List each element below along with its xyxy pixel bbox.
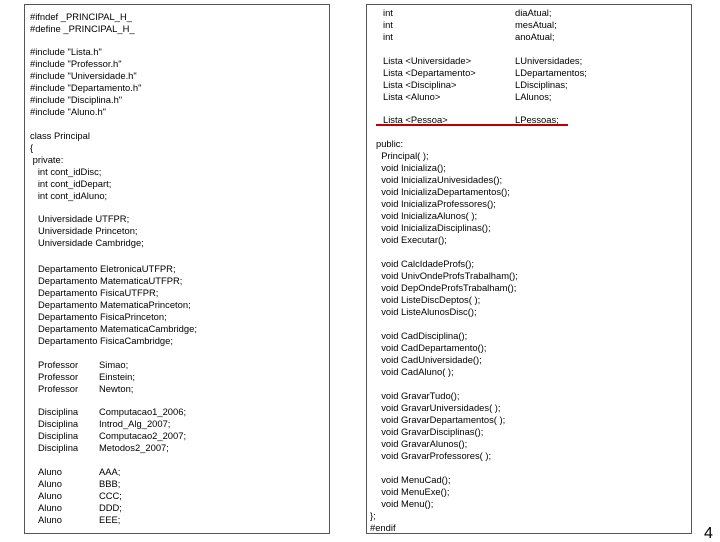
professor-decl-type: Professor: [38, 371, 79, 382]
menu-method-line: void Menu();: [376, 498, 434, 509]
end-line: #endif: [370, 522, 396, 533]
universidade-decl: Universidade Princeton;: [38, 225, 138, 236]
int-member-name: mesAtual;: [515, 19, 557, 30]
slide-number: 4: [704, 525, 713, 542]
disciplina-decl-name: Computacao1_2006;: [99, 406, 187, 417]
include-line: #include "Aluno.h": [30, 106, 106, 117]
departamento-decl: Departamento MatematicaCambridge;: [38, 323, 197, 334]
professor-decl-type: Professor: [38, 383, 79, 394]
aluno-decl-name: BBB;: [99, 478, 121, 489]
class-decl-line: int cont_idAluno;: [30, 190, 108, 201]
lista-member-type: Lista <Departamento>: [383, 67, 476, 78]
include-line: #include "Disciplina.h": [30, 94, 123, 105]
public-method-line: void InicializaUnivesidades();: [376, 174, 503, 185]
int-member-type: int: [383, 31, 393, 42]
aluno-decl-type: Aluno: [38, 502, 62, 513]
calc-method-line: void CalcIdadeProfs();: [376, 258, 474, 269]
public-method-line: void InicializaDisciplinas();: [376, 222, 491, 233]
departamento-decl: Departamento MatematicaUTFPR;: [38, 275, 183, 286]
gravar-method-line: void GravarUniversidades( );: [376, 402, 501, 413]
gravar-method-line: void GravarDisciplinas();: [376, 426, 484, 437]
class-decl-line: class Principal: [30, 130, 90, 141]
cad-method-line: void CadUniversidade();: [376, 354, 482, 365]
include-line: #include "Lista.h": [30, 46, 102, 57]
gravar-method-line: void GravarTudo();: [376, 390, 460, 401]
include-line: #include "Professor.h": [30, 58, 122, 69]
calc-method-line: void ListeAlunosDisc();: [376, 306, 477, 317]
lista-member-name: LDisciplinas;: [515, 79, 568, 90]
int-member-type: int: [383, 19, 393, 30]
public-method-line: Principal( );: [376, 150, 429, 161]
professor-decl-name: Einstein;: [99, 371, 135, 382]
professor-decl-name: Newton;: [99, 383, 134, 394]
gravar-method-line: void GravarDepartamentos( );: [376, 414, 506, 425]
disciplina-decl-type: Disciplina: [38, 406, 79, 417]
include-line: #include "Universidade.h": [30, 70, 137, 81]
universidade-decl: Universidade UTFPR;: [38, 213, 130, 224]
lista-member-name: LUniversidades;: [515, 55, 583, 66]
lista-pessoa-name: LPessoas;: [515, 114, 559, 125]
menu-method-line: void MenuCad();: [376, 474, 451, 485]
aluno-decl-type: Aluno: [38, 478, 62, 489]
departamento-decl: Departamento FisicaUTFPR;: [38, 287, 159, 298]
aluno-decl-name: DDD;: [99, 502, 122, 513]
class-decl-line: private:: [30, 154, 64, 165]
aluno-decl-name: AAA;: [99, 466, 121, 477]
disciplina-decl-name: Metodos2_2007;: [99, 442, 169, 453]
departamento-decl: Departamento FisicaPrinceton;: [38, 311, 167, 322]
disciplina-decl-type: Disciplina: [38, 442, 79, 453]
aluno-decl-type: Aluno: [38, 466, 62, 477]
departamento-decl: Departamento EletronicaUTFPR;: [38, 263, 176, 274]
disciplina-decl-type: Disciplina: [38, 430, 79, 441]
public-method-line: void InicializaProfessores();: [376, 198, 496, 209]
end-line: };: [370, 510, 376, 521]
class-decl-line: int cont_idDisc;: [30, 166, 102, 177]
departamento-decl: Departamento FisicaCambridge;: [38, 335, 173, 346]
lista-member-name: LDepartamentos;: [515, 67, 587, 78]
include-line: #include "Departamento.h": [30, 82, 142, 93]
aluno-decl-name: EEE;: [99, 514, 121, 525]
disciplina-decl-type: Disciplina: [38, 418, 79, 429]
int-member-name: diaAtual;: [515, 7, 552, 18]
int-member-type: int: [383, 7, 393, 18]
public-method-line: void InicializaDepartamentos();: [376, 186, 510, 197]
public-method-line: void Executar();: [376, 234, 447, 245]
aluno-decl-type: Aluno: [38, 490, 62, 501]
disciplina-decl-name: Introd_Alg_2007;: [99, 418, 171, 429]
class-decl-line: {: [30, 142, 34, 153]
public-method-line: void Inicializa();: [376, 162, 446, 173]
professor-decl-name: Simao;: [99, 359, 129, 370]
cad-method-line: void CadAluno( );: [376, 366, 454, 377]
int-member-name: anoAtual;: [515, 31, 555, 42]
aluno-decl-name: CCC;: [99, 490, 122, 501]
gravar-method-line: void GravarAlunos();: [376, 438, 468, 449]
calc-method-line: void UnivOndeProfsTrabalham();: [376, 270, 518, 281]
lista-member-type: Lista <Universidade>: [383, 55, 472, 66]
aluno-decl-type: Aluno: [38, 514, 62, 525]
calc-method-line: void DepOndeProfsTrabalham();: [376, 282, 517, 293]
cad-method-line: void CadDisciplina();: [376, 330, 468, 341]
preprocessor-line: #ifndef _PRINCIPAL_H_: [30, 11, 132, 22]
calc-method-line: void ListeDiscDeptos( );: [376, 294, 481, 305]
universidade-decl: Universidade Cambridge;: [38, 237, 144, 248]
cad-method-line: void CadDepartamento();: [376, 342, 487, 353]
gravar-method-line: void GravarProfessores( );: [376, 450, 492, 461]
lista-member-name: LAlunos;: [515, 91, 552, 102]
lista-member-type: Lista <Aluno>: [383, 91, 441, 102]
departamento-decl: Departamento MatematicaPrinceton;: [38, 299, 191, 310]
class-decl-line: int cont_idDepart;: [30, 178, 112, 189]
public-method-line: public:: [376, 138, 404, 149]
lista-pessoa-type: Lista <Pessoa>: [383, 114, 448, 125]
public-method-line: void InicializaAlunos( );: [376, 210, 478, 221]
professor-decl-type: Professor: [38, 359, 79, 370]
lista-member-type: Lista <Disciplina>: [383, 79, 457, 90]
disciplina-decl-name: Computacao2_2007;: [99, 430, 187, 441]
preprocessor-line: #define _PRINCIPAL_H_: [30, 23, 135, 34]
menu-method-line: void MenuExe();: [376, 486, 450, 497]
